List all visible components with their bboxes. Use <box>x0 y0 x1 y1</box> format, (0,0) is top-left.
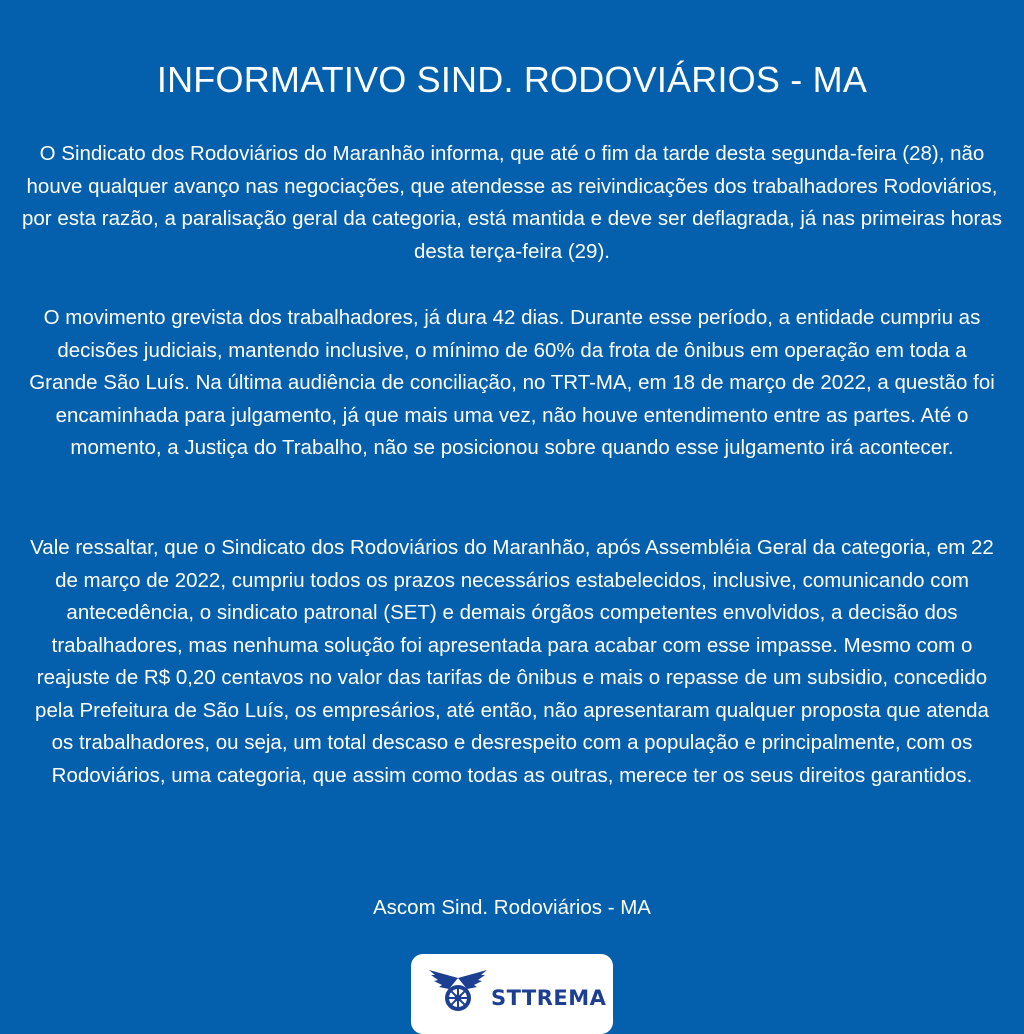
logo-wordmark: STTREMA <box>491 986 607 1010</box>
signature: Ascom Sind. Rodoviários - MA <box>373 896 651 919</box>
winged-wheel-emblem-icon <box>425 964 491 1014</box>
page-title: INFORMATIVO SIND. RODOVIÁRIOS - MA <box>156 59 868 100</box>
paragraph-2: O movimento grevista dos trabalhadores, já dura 42 dias. Durante esse período, a entidade cumpriu as decisões judiciais, mantendo inclusive, o mínimo de 60% da frota de ônibus em operação em toda a Grande São Luís. Na última audiência de conciliação, no TRT-MA, em 18 de março de 2022, a questão foi encaminhada para julgamento, já que mais uma vez, não houve entendimento entre as partes. Até o momento, a Justiça do Trabalho, não se posicionou sobre quando esse julgamento irá acontecer. <box>29 306 995 459</box>
sttrema-logo <box>411 954 613 1034</box>
paragraph-1: O Sindicato dos Rodoviários do Maranhão informa, que até o fim da tarde desta segunda-feira (28), não houve qualquer avanço nas negociações, que atendesse as reivindicações dos trabalhadores Rodoviários, por esta razão, a paralisação geral da categoria, está mantida e deve ser deflagrada, já nas primeiras horas desta terça-feira (29). <box>22 142 1003 263</box>
paragraph-3: Vale ressaltar, que o Sindicato dos Rodoviários do Maranhão, após Assembléia Geral da categoria, em 22 de março de 2022, cumpriu todos os prazos necessários estabelecidos, inclusive, comunicando com antecedência, o sindicato patronal (SET) e demais órgãos competentes envolvidos, a decisão dos trabalhadores, mas nenhuma solução foi apresentada para acabar com esse impasse. Mesmo com o reajuste de R$ 0,20 centavos no valor das tarifas de ônibus e mais o repasse de um subsidio, concedido pela Prefeitura de São Luís, os empresários, até então, não apresentaram qualquer proposta que atenda os trabalhadores, ou seja, um total descaso e desrespeito com a população e principalmente, com os Rodoviários, uma categoria, que assim como todas as outras, merece ter os seus direitos garantidos. <box>30 536 994 787</box>
